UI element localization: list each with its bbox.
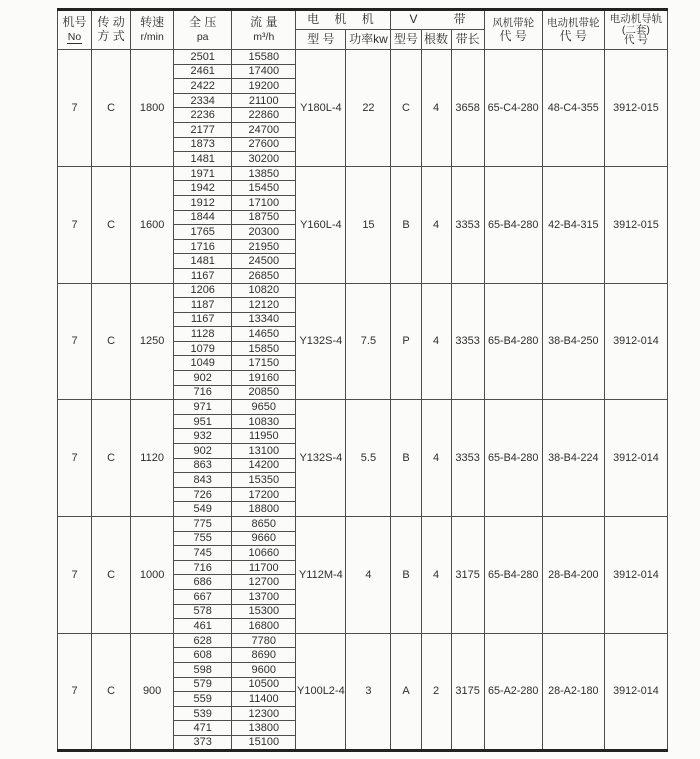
header-machine-no-en: No — [67, 31, 82, 43]
cell-transmission: C — [92, 283, 131, 400]
cell-belt-count: 4 — [421, 400, 451, 517]
cell-machine-no: 7 — [58, 633, 92, 750]
cell-flow: 19200 — [232, 79, 296, 94]
cell-motor-pulley-code: 38-B4-224 — [542, 400, 604, 517]
header-motor-pulley: 电动机带轮 代 号 — [542, 10, 604, 50]
cell-flow: 10660 — [232, 546, 296, 561]
cell-pressure: 608 — [174, 648, 232, 663]
header-machine-no — [58, 10, 92, 50]
cell-flow: 16800 — [232, 619, 296, 634]
cell-rail-code: 3912-014 — [604, 400, 667, 517]
header-belt-model: 型号 — [391, 30, 421, 50]
cell-speed: 1800 — [131, 50, 174, 167]
cell-motor-power: 3 — [346, 633, 391, 750]
cell-pressure: 1971 — [174, 166, 232, 181]
cell-pressure: 2461 — [174, 64, 232, 79]
cell-pressure: 373 — [174, 735, 232, 750]
cell-speed: 1600 — [131, 166, 174, 283]
cell-pressure: 902 — [174, 444, 232, 459]
cell-pressure: 598 — [174, 662, 232, 677]
cell-flow: 12120 — [232, 298, 296, 313]
cell-pressure: 539 — [174, 706, 232, 721]
cell-transmission: C — [92, 50, 131, 167]
header-belt-count: 根数 — [421, 30, 451, 50]
header-machine-no-cn: 机号 — [62, 15, 87, 30]
cell-motor-model: Y160L-4 — [296, 166, 346, 283]
cell-flow: 14200 — [232, 458, 296, 473]
cell-flow: 15850 — [232, 341, 296, 356]
cell-motor-pulley-code: 28-B4-200 — [542, 517, 604, 634]
cell-motor-pulley-code: 42-B4-315 — [542, 166, 604, 283]
header-motor-rail: 电动机导轨 (二套) 代 号 — [604, 10, 667, 50]
cell-flow: 15100 — [232, 735, 296, 750]
cell-motor-model: Y180L-4 — [296, 50, 346, 167]
cell-rail-code: 3912-015 — [604, 166, 667, 283]
cell-flow: 13700 — [232, 589, 296, 604]
cell-belt-model: P — [391, 283, 421, 400]
cell-belt-model: B — [391, 400, 421, 517]
cell-belt-model: B — [391, 517, 421, 634]
cell-pressure: 775 — [174, 517, 232, 532]
cell-fan-pulley-code: 65-B4-280 — [484, 166, 542, 283]
cell-belt-model: C — [391, 50, 421, 167]
cell-flow: 8650 — [232, 517, 296, 532]
cell-flow: 15450 — [232, 181, 296, 196]
cell-pressure: 932 — [174, 429, 232, 444]
cell-flow: 17200 — [232, 487, 296, 502]
cell-flow: 10820 — [232, 283, 296, 298]
cell-flow: 21100 — [232, 93, 296, 108]
cell-pressure: 1942 — [174, 181, 232, 196]
cell-flow: 10500 — [232, 677, 296, 692]
cell-pressure: 559 — [174, 692, 232, 707]
cell-pressure: 1765 — [174, 225, 232, 240]
cell-belt-length: 3175 — [451, 633, 484, 750]
cell-pressure: 1049 — [174, 356, 232, 371]
cell-pressure: 843 — [174, 473, 232, 488]
cell-motor-model: Y132S-4 — [296, 400, 346, 517]
cell-flow: 17150 — [232, 356, 296, 371]
cell-motor-pulley-code: 38-B4-250 — [542, 283, 604, 400]
header-belt-length: 带长 — [451, 30, 484, 50]
header-motor-model: 型 号 — [296, 30, 346, 50]
cell-pressure: 1079 — [174, 341, 232, 356]
cell-machine-no: 7 — [58, 166, 92, 283]
cell-fan-pulley-code: 65-B4-280 — [484, 400, 542, 517]
table-row — [58, 283, 668, 298]
cell-pressure: 579 — [174, 677, 232, 692]
cell-pressure: 2501 — [174, 50, 232, 65]
header-group-motor: 电 机 机 — [296, 10, 391, 30]
cell-pressure: 1128 — [174, 327, 232, 342]
cell-pressure: 2236 — [174, 108, 232, 123]
cell-fan-pulley-code: 65-B4-280 — [484, 283, 542, 400]
cell-flow: 9600 — [232, 662, 296, 677]
cell-rail-code: 3912-014 — [604, 517, 667, 634]
cell-flow: 11400 — [232, 692, 296, 707]
cell-machine-no: 7 — [58, 400, 92, 517]
cell-flow: 11700 — [232, 560, 296, 575]
cell-flow: 15300 — [232, 604, 296, 619]
cell-flow: 18800 — [232, 502, 296, 517]
cell-pressure: 1844 — [174, 210, 232, 225]
cell-rail-code: 3912-014 — [604, 633, 667, 750]
cell-motor-pulley-code: 28-A2-180 — [542, 633, 604, 750]
cell-pressure: 1167 — [174, 268, 232, 283]
cell-pressure: 667 — [174, 589, 232, 604]
table-row — [58, 517, 668, 532]
cell-flow: 17100 — [232, 195, 296, 210]
cell-motor-power: 4 — [346, 517, 391, 634]
table-row — [58, 166, 668, 181]
cell-transmission: C — [92, 400, 131, 517]
cell-flow: 24500 — [232, 254, 296, 269]
cell-fan-pulley-code: 65-B4-280 — [484, 517, 542, 634]
cell-flow: 30200 — [232, 152, 296, 167]
cell-machine-no: 7 — [58, 517, 92, 634]
cell-motor-model: Y112M-4 — [296, 517, 346, 634]
cell-flow: 20300 — [232, 225, 296, 240]
header-transmission: 传 动 方 式 — [92, 10, 131, 50]
cell-pressure: 1206 — [174, 283, 232, 298]
cell-speed: 1000 — [131, 517, 174, 634]
cell-flow: 12300 — [232, 706, 296, 721]
cell-pressure: 863 — [174, 458, 232, 473]
cell-flow: 13340 — [232, 312, 296, 327]
cell-flow: 22860 — [232, 108, 296, 123]
cell-speed: 900 — [131, 633, 174, 750]
cell-pressure: 1912 — [174, 195, 232, 210]
cell-flow: 9650 — [232, 400, 296, 415]
cell-pressure: 461 — [174, 619, 232, 634]
header-pressure: 全 压 pa — [174, 10, 232, 50]
cell-flow: 12700 — [232, 575, 296, 590]
cell-rail-code: 3912-015 — [604, 50, 667, 167]
table-row — [58, 633, 668, 648]
cell-flow: 8690 — [232, 648, 296, 663]
cell-belt-length: 3175 — [451, 517, 484, 634]
cell-belt-count: 4 — [421, 50, 451, 167]
cell-motor-power: 22 — [346, 50, 391, 167]
cell-motor-power: 15 — [346, 166, 391, 283]
cell-motor-power: 7.5 — [346, 283, 391, 400]
cell-speed: 1120 — [131, 400, 174, 517]
cell-speed: 1250 — [131, 283, 174, 400]
cell-flow: 10830 — [232, 414, 296, 429]
cell-machine-no: 7 — [58, 283, 92, 400]
cell-fan-pulley-code: 65-C4-280 — [484, 50, 542, 167]
table-header — [58, 10, 668, 50]
spec-table-body — [58, 50, 668, 751]
fan-spec-table — [57, 8, 668, 752]
cell-motor-pulley-code: 48-C4-355 — [542, 50, 604, 167]
cell-pressure: 951 — [174, 414, 232, 429]
cell-pressure: 628 — [174, 633, 232, 648]
cell-transmission: C — [92, 517, 131, 634]
cell-motor-model: Y100L2-4 — [296, 633, 346, 750]
table-row — [58, 50, 668, 65]
cell-pressure: 2334 — [174, 93, 232, 108]
cell-belt-count: 4 — [421, 166, 451, 283]
cell-pressure: 2177 — [174, 122, 232, 137]
cell-motor-power: 5.5 — [346, 400, 391, 517]
cell-pressure: 745 — [174, 546, 232, 561]
cell-pressure: 716 — [174, 385, 232, 400]
cell-flow: 27600 — [232, 137, 296, 152]
cell-pressure: 1873 — [174, 137, 232, 152]
cell-pressure: 1716 — [174, 239, 232, 254]
cell-pressure: 1481 — [174, 152, 232, 167]
cell-flow: 20850 — [232, 385, 296, 400]
cell-flow: 15350 — [232, 473, 296, 488]
cell-pressure: 726 — [174, 487, 232, 502]
cell-flow: 13100 — [232, 444, 296, 459]
cell-flow: 14650 — [232, 327, 296, 342]
cell-pressure: 755 — [174, 531, 232, 546]
cell-flow: 21950 — [232, 239, 296, 254]
cell-belt-length: 3353 — [451, 400, 484, 517]
cell-pressure: 1167 — [174, 312, 232, 327]
cell-belt-length: 3658 — [451, 50, 484, 167]
cell-flow: 17400 — [232, 64, 296, 79]
cell-flow: 24700 — [232, 122, 296, 137]
cell-flow: 13800 — [232, 721, 296, 736]
cell-belt-count: 4 — [421, 283, 451, 400]
table-row — [58, 400, 668, 415]
cell-flow: 11950 — [232, 429, 296, 444]
cell-machine-no: 7 — [58, 50, 92, 167]
cell-pressure: 971 — [174, 400, 232, 415]
header-fan-pulley: 风机带轮 代 号 — [484, 10, 542, 50]
header-motor-power: 功率kw — [346, 30, 391, 50]
header-group-vbelt: V 带 — [391, 10, 484, 30]
cell-flow: 13850 — [232, 166, 296, 181]
cell-pressure: 1481 — [174, 254, 232, 269]
cell-belt-model: B — [391, 166, 421, 283]
cell-pressure: 471 — [174, 721, 232, 736]
cell-belt-length: 3353 — [451, 283, 484, 400]
cell-flow: 18750 — [232, 210, 296, 225]
cell-flow: 19160 — [232, 371, 296, 386]
cell-pressure: 902 — [174, 371, 232, 386]
cell-belt-count: 4 — [421, 517, 451, 634]
cell-transmission: C — [92, 633, 131, 750]
cell-motor-model: Y132S-4 — [296, 283, 346, 400]
cell-pressure: 578 — [174, 604, 232, 619]
header-speed: 转速 r/min — [131, 10, 174, 50]
cell-rail-code: 3912-014 — [604, 283, 667, 400]
cell-pressure: 1187 — [174, 298, 232, 313]
cell-transmission: C — [92, 166, 131, 283]
cell-pressure: 686 — [174, 575, 232, 590]
cell-pressure: 716 — [174, 560, 232, 575]
header-flow: 流 量 m³/h — [232, 10, 296, 50]
cell-belt-length: 3353 — [451, 166, 484, 283]
cell-belt-model: A — [391, 633, 421, 750]
cell-pressure: 2422 — [174, 79, 232, 94]
cell-fan-pulley-code: 65-A2-280 — [484, 633, 542, 750]
cell-pressure: 549 — [174, 502, 232, 517]
cell-flow: 26850 — [232, 268, 296, 283]
cell-flow: 7780 — [232, 633, 296, 648]
cell-flow: 15580 — [232, 50, 296, 65]
cell-flow: 9660 — [232, 531, 296, 546]
cell-belt-count: 2 — [421, 633, 451, 750]
